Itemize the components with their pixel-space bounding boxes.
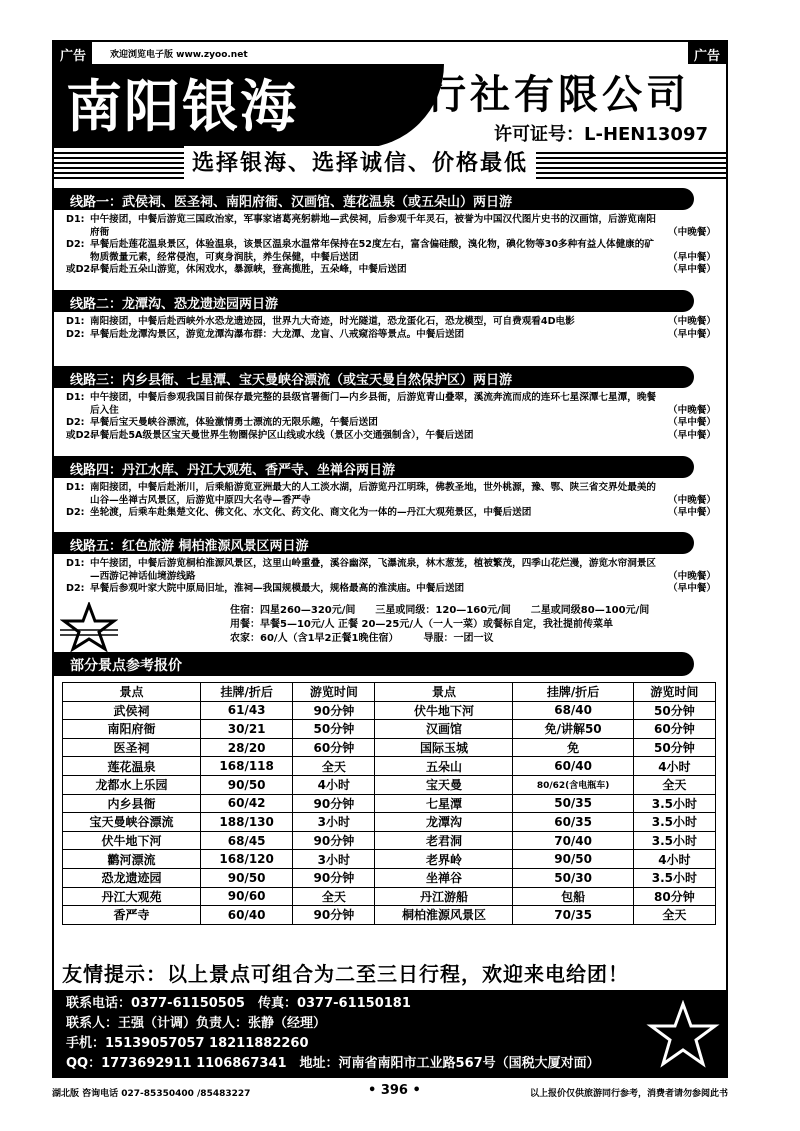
route-title-5: 线路五：红色旅游 桐柏淮源风景区两日游 bbox=[54, 532, 694, 554]
table-cell: 香严寺 bbox=[63, 906, 201, 925]
table-cell: 70/40 bbox=[513, 831, 633, 850]
route-body-5 bbox=[66, 558, 716, 596]
day-label: D2: bbox=[66, 328, 85, 340]
table-cell: 宝天曼峡谷漂流 bbox=[63, 813, 201, 832]
meal-label: （中晚餐） bbox=[668, 316, 716, 327]
table-cell: 伏牛地下河 bbox=[375, 701, 513, 720]
table-cell: 老界岭 bbox=[375, 850, 513, 869]
itinerary-line bbox=[66, 482, 716, 507]
day-label: D2: bbox=[66, 507, 85, 518]
itinerary-line bbox=[66, 583, 716, 596]
slogan: 选择银海、选择诚信、价格最低 bbox=[184, 146, 536, 182]
itinerary-line bbox=[66, 430, 716, 443]
meal-label: （早中餐） bbox=[668, 417, 716, 428]
table-cell: 90/50 bbox=[201, 868, 293, 887]
table-cell: 3.5小时 bbox=[633, 831, 715, 850]
star-icon bbox=[646, 1000, 720, 1070]
table-cell: 免 bbox=[513, 738, 633, 757]
itinerary-text: 坐轮渡，后乘车赴集楚文化、佛文化、水文化、药文化、商文化为一体的—丹江大观苑景区，中餐后送团 bbox=[90, 507, 532, 518]
table-cell: 全天 bbox=[293, 887, 375, 906]
route-title-1: 线路一：武侯祠、医圣祠、南阳府衙、汉画馆、莲花温泉（或五朵山）两日游 bbox=[54, 188, 694, 210]
table-cell: 168/120 bbox=[201, 850, 293, 869]
table-row bbox=[63, 757, 716, 776]
table-cell: 60/35 bbox=[513, 813, 633, 832]
day-label: D1: bbox=[66, 482, 85, 493]
table-cell: 汉画馆 bbox=[375, 720, 513, 739]
day-label: D1: bbox=[66, 316, 85, 327]
table-cell: 68/40 bbox=[513, 701, 633, 720]
table-cell: 30/21 bbox=[201, 720, 293, 739]
table-row bbox=[63, 887, 716, 906]
itinerary-line bbox=[66, 392, 716, 417]
license-number: 许可证号：L-HEN13097 bbox=[494, 124, 708, 145]
table-cell: 60/42 bbox=[201, 794, 293, 813]
footer-disclaimer: 以上报价仅供旅游同行参考，消费者请勿参阅此书 bbox=[529, 1089, 728, 1099]
table-cell: 90分钟 bbox=[293, 794, 375, 813]
logo-text: 南阳银海 bbox=[66, 74, 298, 140]
price-table bbox=[62, 682, 716, 925]
table-cell: 桐柏淮源风景区 bbox=[375, 906, 513, 925]
table-cell: 3.5小时 bbox=[633, 813, 715, 832]
footer-hotline: 湖北版 咨询电话 027-85350400 /85483227 bbox=[52, 1089, 251, 1099]
itinerary-line bbox=[66, 214, 716, 239]
table-row bbox=[63, 850, 716, 869]
table-cell: 武侯祠 bbox=[63, 701, 201, 720]
table-cell: 恐龙遗迹园 bbox=[63, 868, 201, 887]
itinerary-line bbox=[66, 507, 716, 520]
table-cell: 90分钟 bbox=[293, 868, 375, 887]
itinerary-text: 中午接团，中餐后参观我国目前保存最完整的县级官署衙门—内乡县衙，后游览青山叠翠，溪流奔流而成的连环七星深潭七星潭，晚餐后入住 bbox=[90, 392, 657, 416]
advertisement-page bbox=[52, 40, 728, 1078]
ad-tag-left: 广告 bbox=[54, 42, 92, 64]
table-cell: 鹳河漂流 bbox=[63, 850, 201, 869]
table-cell: 全天 bbox=[633, 775, 715, 794]
itinerary-text: 早餐后赴五朵山游览，休闲戏水，暴源峡，登高揽胜，五朵峰，中餐后送团 bbox=[90, 264, 407, 275]
table-cell: 60分钟 bbox=[293, 738, 375, 757]
itinerary-line bbox=[66, 329, 716, 342]
stay-line-hotel: 住宿：四星260—320元/间 三星或同级：120—160元/间 二星或同级80—100元/间 bbox=[230, 605, 650, 616]
table-cell: 国际玉城 bbox=[375, 738, 513, 757]
contact-phone-fax: 联系电话：0377-61150505 传真：0377-61150181 bbox=[66, 996, 411, 1011]
contact-block bbox=[54, 990, 726, 1076]
table-row bbox=[63, 720, 716, 739]
day-label: D1: bbox=[66, 392, 85, 403]
table-cell: 莲花温泉 bbox=[63, 757, 201, 776]
site-url: 欢迎浏览电子版 www.zyoo.net bbox=[110, 50, 248, 60]
itinerary-text: 早餐后赴5A级景区宝天曼世界生物圈保护区山线或水线（景区小交通强制含），午餐后送团 bbox=[90, 429, 474, 441]
table-cell: 4小时 bbox=[633, 850, 715, 869]
stay-line-farmhouse: 农家：60/人（含1早2正餐1晚住宿） 导服：一团一议 bbox=[230, 633, 494, 644]
table-row bbox=[63, 794, 716, 813]
route-title-2: 线路二：龙潭沟、恐龙遗迹园两日游 bbox=[54, 290, 694, 312]
route-body-2 bbox=[66, 316, 716, 341]
table-row bbox=[63, 868, 716, 887]
col-header: 游览时间 bbox=[293, 683, 375, 702]
table-cell: 168/118 bbox=[201, 757, 293, 776]
table-cell: 包船 bbox=[513, 887, 633, 906]
itinerary-line bbox=[66, 264, 716, 277]
table-cell: 南阳府衙 bbox=[63, 720, 201, 739]
table-cell: 50/35 bbox=[513, 794, 633, 813]
table-cell: 90/50 bbox=[513, 850, 633, 869]
table-cell: 50分钟 bbox=[633, 738, 715, 757]
table-row bbox=[63, 831, 716, 850]
contact-mobile: 手机：15139057057 18211882260 bbox=[66, 1036, 309, 1051]
table-cell: 90分钟 bbox=[293, 831, 375, 850]
table-cell: 90/60 bbox=[201, 887, 293, 906]
table-cell: 50分钟 bbox=[293, 720, 375, 739]
table-cell: 68/45 bbox=[201, 831, 293, 850]
table-cell: 龙潭沟 bbox=[375, 813, 513, 832]
table-cell: 4小时 bbox=[293, 775, 375, 794]
table-cell: 伏牛地下河 bbox=[63, 831, 201, 850]
table-cell: 内乡县衙 bbox=[63, 794, 201, 813]
itinerary-text: 早餐后宝天曼峡谷漂流，体验激情勇士漂流的无限乐趣，午餐后送团 bbox=[90, 417, 378, 428]
table-row bbox=[63, 813, 716, 832]
table-cell: 80分钟 bbox=[633, 887, 715, 906]
itinerary-text: 中午接团，中餐后游览三国政治家，军事家诸葛亮躬耕地—武侯祠，后参观千年灵石，被誉为中国汉代图片史书的汉画馆，后游览南阳府衙 bbox=[90, 214, 657, 238]
table-header-row bbox=[63, 683, 716, 702]
table-row bbox=[63, 906, 716, 925]
table-row bbox=[63, 701, 716, 720]
route-title-4: 线路四：丹江水库、丹江大观苑、香严寺、坐禅谷两日游 bbox=[54, 456, 694, 478]
page-number: • 396 • bbox=[368, 1083, 421, 1098]
ad-tag-right: 广告 bbox=[688, 42, 726, 64]
table-cell: 80/62(含电瓶车) bbox=[513, 775, 633, 794]
company-name: 旅行社有限公司 bbox=[382, 71, 690, 118]
day-label: D2: bbox=[66, 239, 85, 250]
itinerary-text: 早餐后赴莲花温泉景区，体验温泉，该景区温泉水温常年保持在52度左右，富含偏硅酸，溴化物，碘化物等30多种有益人体健康的矿物质微量元素，经常侵泡，可爽身润肤，养生保健，中餐后送团 bbox=[90, 239, 654, 263]
table-cell: 五朵山 bbox=[375, 757, 513, 776]
table-cell: 90分钟 bbox=[293, 701, 375, 720]
route-body-3 bbox=[66, 392, 716, 442]
itinerary-text: 早餐后赴龙潭沟景区，游览龙潭沟瀑布群：大龙潭、龙盲、八戒窥浴等景点。中餐后送团 bbox=[90, 328, 465, 340]
table-cell: 龙都水上乐园 bbox=[63, 775, 201, 794]
itinerary-line bbox=[66, 239, 716, 264]
table-cell: 全天 bbox=[293, 757, 375, 776]
route-body-4 bbox=[66, 482, 716, 520]
page-footer bbox=[52, 1084, 728, 1104]
table-row bbox=[63, 775, 716, 794]
star-icon bbox=[60, 602, 118, 652]
table-cell: 70/35 bbox=[513, 906, 633, 925]
contact-qq-address: QQ：1773692911 1106867341 地址：河南省南阳市工业路567号（国税大厦对面） bbox=[66, 1056, 600, 1071]
col-header: 景点 bbox=[63, 683, 201, 702]
table-cell: 丹江游船 bbox=[375, 887, 513, 906]
itinerary-line bbox=[66, 316, 716, 329]
meal-label: （中晚餐） bbox=[668, 570, 716, 582]
table-cell: 免/讲解50 bbox=[513, 720, 633, 739]
meal-label: （早中餐） bbox=[668, 507, 716, 518]
price-section-title: 部分景点参考报价 bbox=[54, 652, 694, 676]
day-label: D1: bbox=[66, 558, 85, 569]
table-cell: 坐禅谷 bbox=[375, 868, 513, 887]
table-row bbox=[63, 738, 716, 757]
table-cell: 50分钟 bbox=[633, 701, 715, 720]
itinerary-text: 早餐后参观叶家大院中原局旧址，淮祠—我国规模最大，规格最高的淮渎庙。中餐后送团 bbox=[90, 583, 465, 594]
day-label: 或D2: bbox=[66, 264, 95, 275]
table-cell: 90/50 bbox=[201, 775, 293, 794]
contact-people: 联系人：王强（计调）负责人：张静（经理） bbox=[66, 1016, 327, 1031]
table-cell: 28/20 bbox=[201, 738, 293, 757]
table-cell: 3小时 bbox=[293, 850, 375, 869]
day-label: D2: bbox=[66, 417, 85, 428]
route-title-3: 线路三：内乡县衙、七星潭、宝天曼峡谷漂流（或宝天曼自然保护区）两日游 bbox=[54, 366, 694, 388]
meal-label: （早中餐） bbox=[668, 583, 716, 594]
table-cell: 188/130 bbox=[201, 813, 293, 832]
meal-label: （中晚餐） bbox=[668, 226, 716, 238]
table-cell: 60/40 bbox=[513, 757, 633, 776]
top-bar bbox=[54, 42, 726, 64]
table-cell: 七星潭 bbox=[375, 794, 513, 813]
table-cell: 丹江大观苑 bbox=[63, 887, 201, 906]
meal-label: （早中餐） bbox=[668, 328, 716, 340]
table-cell: 全天 bbox=[633, 906, 715, 925]
accommodation-info bbox=[230, 604, 649, 646]
meal-label: （中晚餐） bbox=[668, 494, 716, 506]
day-label: D2: bbox=[66, 583, 85, 594]
day-label: D1: bbox=[66, 214, 85, 225]
table-cell: 61/43 bbox=[201, 701, 293, 720]
table-cell: 医圣祠 bbox=[63, 738, 201, 757]
table-cell: 60分钟 bbox=[633, 720, 715, 739]
itinerary-text: 南阳接团，中餐后赴淅川，后乘船游览亚洲最大的人工淡水湖，后游览丹江明珠，佛教圣地，世外桃源，豫、鄂、陕三省交界处最美的山谷—坐禅古风景区，后游览中原四大名寺—香严寺 bbox=[90, 482, 657, 506]
table-cell: 3.5小时 bbox=[633, 868, 715, 887]
table-cell: 3小时 bbox=[293, 813, 375, 832]
col-header: 游览时间 bbox=[633, 683, 715, 702]
table-cell: 宝天曼 bbox=[375, 775, 513, 794]
contact-lines bbox=[66, 994, 600, 1074]
itinerary-text: 中午接团，中餐后游览桐柏淮源风景区，这里山岭重叠，溪谷幽深，飞瀑流泉，林木葱茏，植被繁茂，四季山花烂漫，游览水帘洞景区—西游记神话仙境游线路 bbox=[90, 558, 657, 582]
stay-line-meals: 用餐：早餐5—10元/人 正餐 20—25元/人（一人一菜）或餐标自定，我社提前传菜单 bbox=[230, 619, 613, 630]
col-header: 景点 bbox=[375, 683, 513, 702]
meal-label: （早中餐） bbox=[668, 264, 716, 275]
col-header: 挂牌/折后 bbox=[513, 683, 633, 702]
friendly-tip: 友情提示：以上景点可组合为二至三日行程，欢迎来电给团！ bbox=[62, 962, 629, 986]
col-header: 挂牌/折后 bbox=[201, 683, 293, 702]
meal-label: （中晚餐） bbox=[668, 404, 716, 416]
itinerary-text: 南阳接团，中餐后赴西峡外水恐龙遗迹园，世界九大奇迹，时光隧道，恐龙蛋化石，恐龙模型，可自费观看4D电影 bbox=[90, 316, 575, 327]
itinerary-line bbox=[66, 417, 716, 430]
table-cell: 60/40 bbox=[201, 906, 293, 925]
meal-label: （早中餐） bbox=[668, 251, 716, 263]
route-body-1 bbox=[66, 214, 716, 277]
itinerary-line bbox=[66, 558, 716, 583]
day-label: 或D2: bbox=[66, 429, 95, 441]
table-cell: 老君洞 bbox=[375, 831, 513, 850]
meal-label: （早中餐） bbox=[668, 429, 716, 441]
table-cell: 4小时 bbox=[633, 757, 715, 776]
table-cell: 90分钟 bbox=[293, 906, 375, 925]
table-cell: 50/30 bbox=[513, 868, 633, 887]
table-cell: 3.5小时 bbox=[633, 794, 715, 813]
